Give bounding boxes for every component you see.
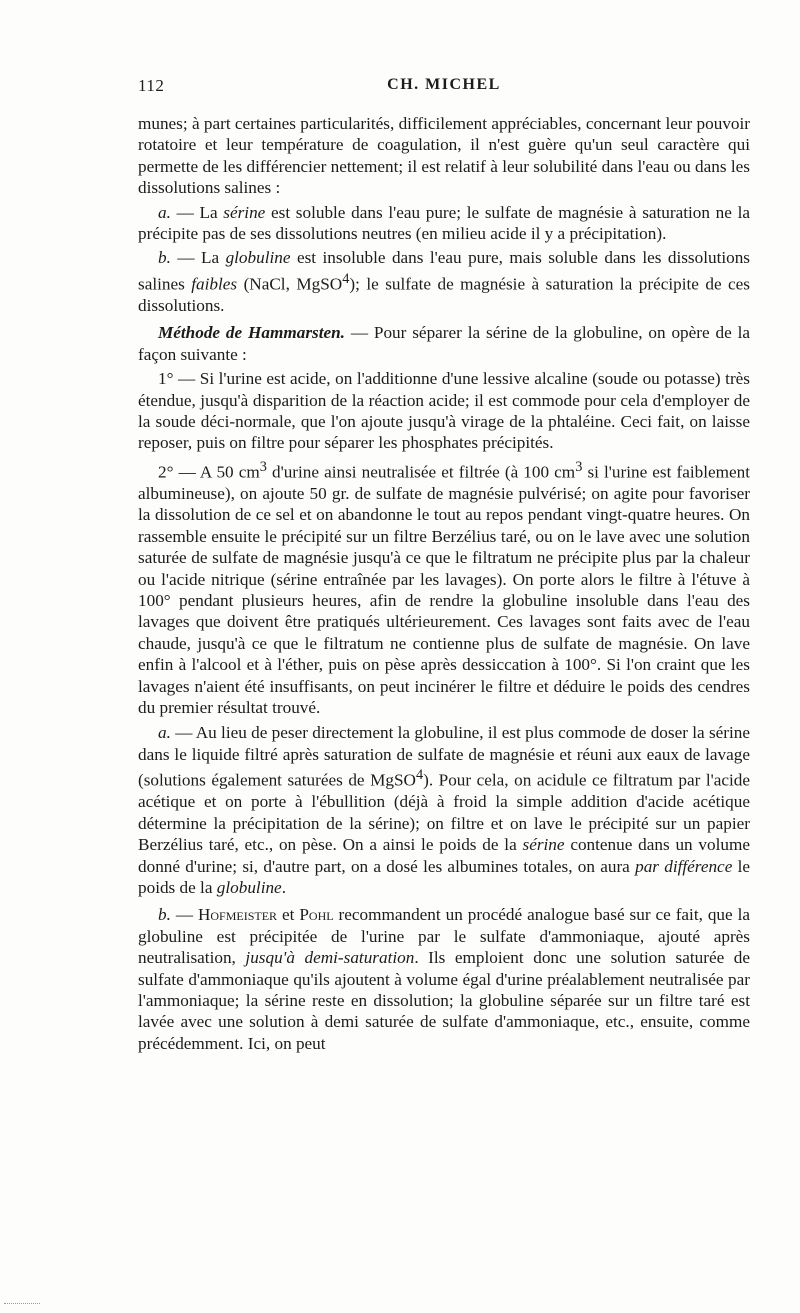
term-faibles: faibles [191,274,238,294]
item-label: a. [158,202,171,222]
paragraph-text: . Ils emploient donc une solution saturée de sulfate d'ammoniaque qu'ils ajoutent à volume égal d'urine préalablement neutralisée par l'ammoniaque; la sérine reste en dissolution; la globuline séparée sur un filtre taré est lavée avec une solution à demi saturée de sulfate d'ammoniaque, etc., ensuite, comme précédemment. Ici, on peut [138,948,750,1053]
item-label: b. [158,248,171,268]
paragraph-text: — Si l'urine est acide, on l'additionne d'une lessive alcaline (soude ou potasse) très étendue, jusqu'à disparition de la réaction acide; il est commode pour cela d'employer de la soude déci-normale, que l'on ajoute jusqu'à virage de la phtaléine. Ceci fait, on laisse reposer, puis on filtre pour séparer les phosphates précipités. [138,369,750,453]
superscript: 3 [575,458,583,475]
paragraph-globuline [138,247,750,316]
step-label: 1° [158,369,174,389]
paragraph-variant-b [138,904,750,1054]
paragraph-text: recommandent un procédé analogue basé sur ce fait, que la globuline est précipitée de l'urine par le sulfate d'ammoniaque, ajouté après neutralisation, [138,905,750,968]
item-label: a. [158,723,171,743]
paragraph-albumin-intro [138,113,750,199]
superscript: 3 [259,458,267,475]
term-demi-saturation: jusqu'à demi-saturation [245,948,415,968]
paragraph-text: et [277,905,300,925]
paragraph-text: munes; à part certaines particularités, difficilement appréciables, concernant leur pouvoir rotatoire et leur température de coagulation, il n'est guère qu'un seul caractère qui permette de les différencier nettement; il est relatif à leur solubilité dans l'eau ou dans les dissolutions salines : [138,114,750,198]
term-globuline: globuline [216,878,282,898]
paragraph-text: ). Pour cela, on acidule ce filtratum par l'acide acétique et on porte à l'ébullition (déjà à froid la simple addition d'acide acétique détermine la précipitation de la sérine); on filtre et on lave le précipité sur un papier Berzélius taré, etc., on pèse. On a ainsi le poids de la [138,770,750,855]
page-number: 112 [138,76,165,95]
formula-text: (NaCl, MgSO [237,274,343,294]
term-par-difference: par différence [635,856,733,876]
dash-text: — La [170,248,226,268]
author-pohl: Pohl [299,905,334,925]
paragraph-text: ); le sulfate de magnésie à saturation la précipite de ces dissolutions. [138,274,750,315]
scan-edge-mark [4,1303,40,1307]
paragraph-step-2 [138,457,750,719]
paragraph-text: . [281,878,286,898]
paragraph-text: contenue dans un volume donné d'urine; si, d'autre part, on a dosé les albumines totales, on aura [138,835,750,876]
step-label: 2° [158,462,174,482]
item-label: b. [158,905,171,925]
author-hofmeister: Hofmeister [197,905,278,925]
method-heading: Méthode de Hammarsten. [158,323,345,343]
paragraph-text: est insoluble dans l'eau pure, mais soluble dans les dissolutions salines [138,248,750,294]
paragraph-text: d'urine ainsi neutralisée et filtrée (à 100 cm [266,462,576,482]
paragraph-text: — A 50 cm [173,462,260,482]
paragraph-step-1 [138,368,750,454]
paragraph-text: si l'urine est faiblement albumineuse), on ajoute 50 gr. de sulfate de magnésie pulvérisé; on agite pour favoriser la dissolution de ce sel et on abandonne le tout au repos pendant vingt-quatre heures. On rassemble ensuite le précipité sur un filtre Berzélius taré, ou on le lave avec une solution saturée de sulfate de magnésie jusqu'à ce que le filtratum ne précipite plus par la chaleur ou l'acide nitrique (sérine entraînée par les lavages). On porte alors le filtre à l'étuve à 100° pendant plusieurs heures, afin de rendre la globuline insoluble dans l'eau des lavages que doivent être pratiqués ultérieurement. Ces lavages sont faits avec de l'eau chaude, jusqu'à ce que le filtratum ne contienne plus de sulfate de magnésie. On lave enfin à l'alcool et à l'éther, puis on pèse après dessiccation à 100°. Si l'on craint que les lavages n'aient été insuffisants, on peut incinérer le filtre et déduire le poids des cendres du premier résultat trouvé. [138,462,750,718]
term-serine: sérine [522,835,565,855]
page-header [138,76,750,102]
paragraph-text: est soluble dans l'eau pure; le sulfate de magnésie à saturation ne la précipite pas de ses dissolutions neutres (en milieu acide il y a précipitation). [138,202,750,244]
dash-text: — [170,905,198,925]
superscript: 4 [342,270,350,287]
paragraph-hammarsten-method [138,322,750,365]
running-title: CH. MICHEL [387,76,501,93]
paragraph-variant-a [138,722,750,898]
superscript: 4 [415,767,424,784]
body-text [138,113,750,1054]
paragraph-serine [138,202,750,245]
paragraph-text: — Pour séparer la sérine de la globuline, on opère de la façon suivante : [138,323,750,364]
dash-text: — La [170,202,224,222]
term-serine: sérine [223,202,266,222]
paragraph-text: le poids de la [138,856,751,898]
term-globuline: globuline [225,248,291,268]
paragraph-text: — Au lieu de peser directement la globuline, il est plus commode de doser la sérine dans le liquide filtré après saturation de sulfate de magnésie et réuni aux eaux de lavage (solutions également saturées de MgSO [138,723,750,790]
